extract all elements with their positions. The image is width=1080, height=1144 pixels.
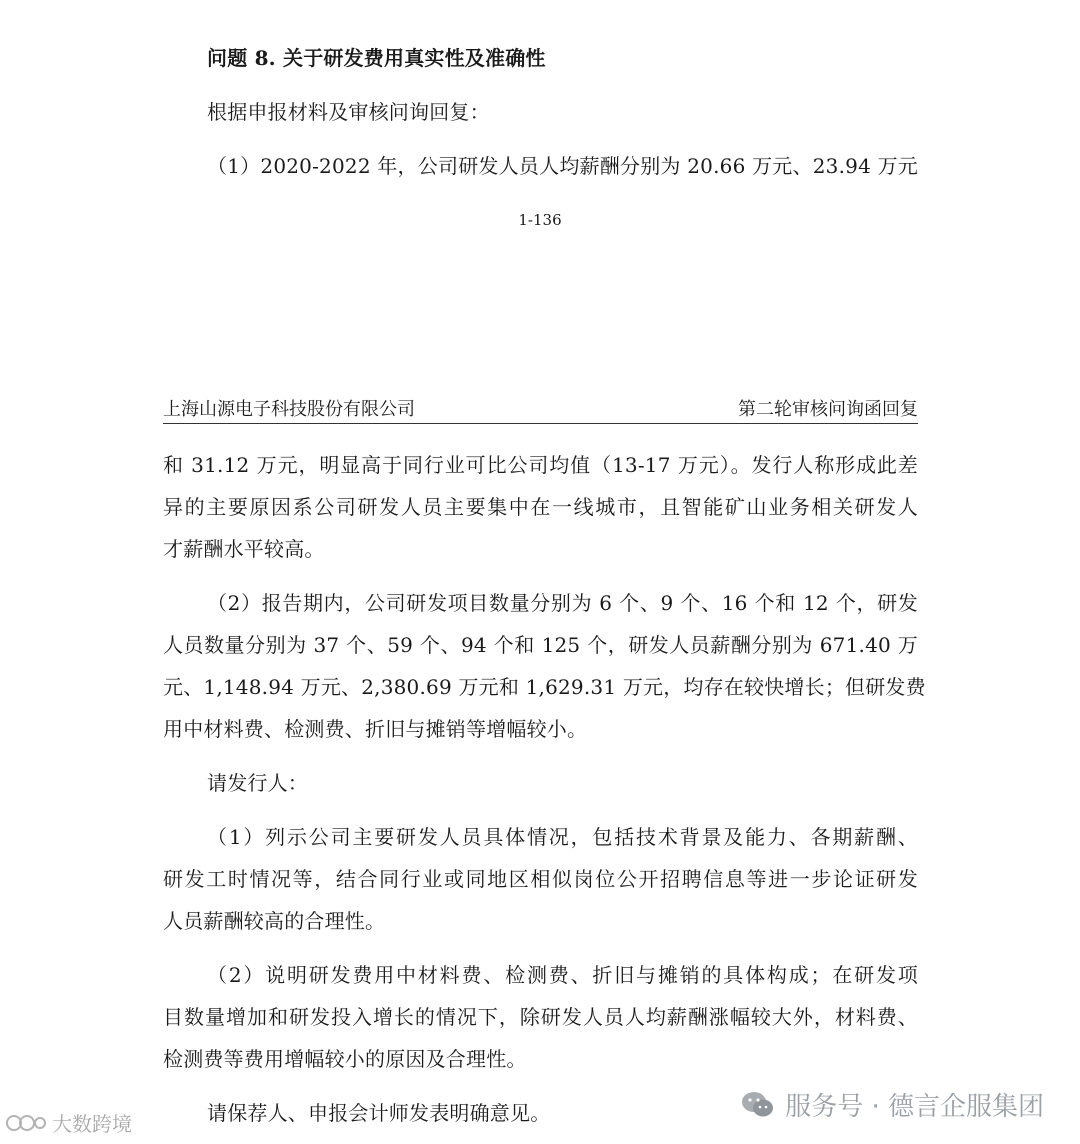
body-line: 元、1,148.94 万元、2,380.69 万元和 1,629.31 万元，均存在较快增长；但研发费 <box>163 675 926 699</box>
body-line: 和 31.12 万元，明显高于同行业可比公司均值（13-17 万元）。发行人称形成此差 <box>163 453 918 477</box>
page-number: 1-136 <box>518 211 562 229</box>
body-line: 异的主要原因系公司研发人员主要集中在一线城市，且智能矿山业务相关研发人 <box>163 495 918 519</box>
body-line: 请发行人： <box>207 771 308 795</box>
body-line: （2）说明研发费用中材料费、检测费、折旧与摊销的具体构成；在研发项 <box>207 963 918 987</box>
body-line: （1）列示公司主要研发人员具体情况，包括技术背景及能力、各期薪酬、 <box>207 825 918 849</box>
watermark-text-right: 服务号 · 德言企服集团 <box>785 1092 1044 1122</box>
wechat-watermark <box>741 1086 1044 1123</box>
question-title: 问题 8. 关于研发费用真实性及准确性 <box>207 46 546 70</box>
paragraph-1-line-1: （1）2020-2022 年，公司研发人员人均薪酬分别为 20.66 万元、23.94 万元 <box>207 154 918 178</box>
body-line: 人员数量分别为 37 个、59 个、94 个和 125 个，研发人员薪酬分别为 671.40 万 <box>163 633 918 657</box>
header-company: 上海山源电子科技股份有限公司 <box>163 399 415 420</box>
body-line: 用中材料费、检测费、折旧与摊销等增幅较小。 <box>163 717 588 741</box>
body-line: （2）报告期内，公司研发项目数量分别为 6 个、9 个、16 个和 12 个，研发 <box>207 591 918 615</box>
wechat-icon <box>741 1090 775 1120</box>
intro-text: 根据申报材料及审核问询回复： <box>207 100 490 124</box>
body-line: 研发工时情况等，结合同行业或同地区相似岗位公开招聘信息等进一步论证研发 <box>163 867 918 891</box>
body-line: 请保荐人、申报会计师发表明确意见。 <box>207 1101 551 1125</box>
body-line: 目数量增加和研发投入增长的情况下，除研发人员人均薪酬涨幅较大外，材料费、 <box>163 1005 918 1029</box>
body-line: 检测费等费用增幅较小的原因及合理性。 <box>163 1047 527 1071</box>
watermark-text-left: 大数跨境 <box>52 1112 132 1136</box>
header-doc-title: 第二轮审核问询函回复 <box>738 399 918 420</box>
brand-logo-icon <box>6 1112 46 1134</box>
page-header <box>163 397 918 424</box>
body-line: 才薪酬水平较高。 <box>163 537 325 561</box>
body-line: 人员薪酬较高的合理性。 <box>163 909 386 933</box>
brand-watermark <box>6 1108 132 1137</box>
